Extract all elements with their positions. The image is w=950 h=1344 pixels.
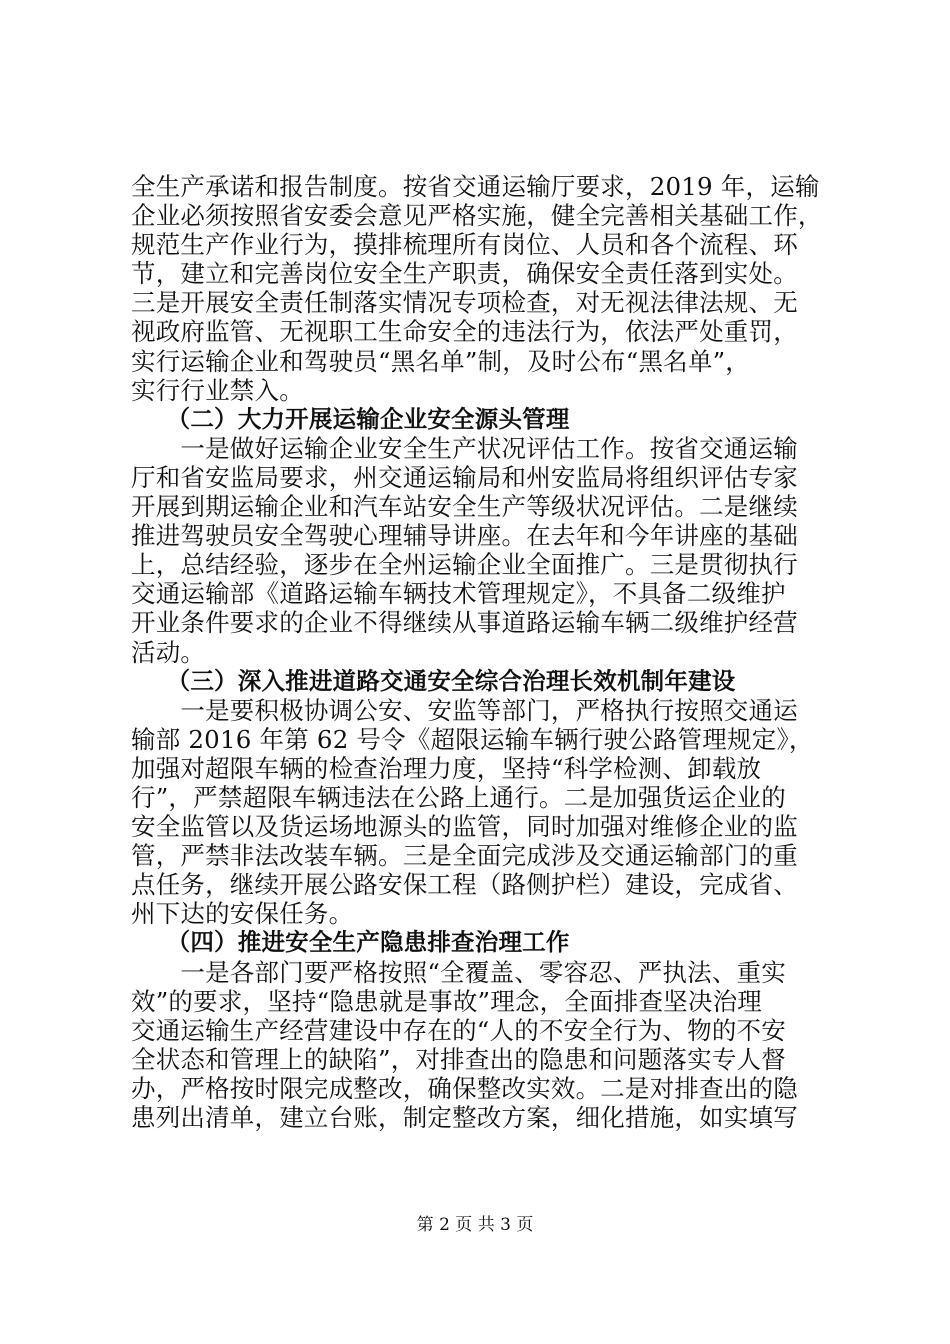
body-line: 全状态和管理上的缺陷”，对排查出的隐患和问题落实专人督 bbox=[131, 1044, 786, 1074]
body-line: 办，严格按时限完成整改，确保整改实效。二是对排查出的隐 bbox=[131, 1073, 798, 1103]
body-line: 州下达的安保任务。 bbox=[131, 899, 354, 929]
body-line: 点任务，继续开展公路安保工程（路侧护栏）建设，完成省、 bbox=[131, 870, 798, 900]
page-footer: 第 2 页 共 3 页 bbox=[416, 1215, 534, 1235]
body-line: 管，严禁非法改装车辆。三是全面完成涉及交通运输部门的重 bbox=[131, 841, 798, 871]
body-line: 交通运输生产经营建设中存在的“人的不安全行为、物的不安 bbox=[131, 1015, 786, 1045]
body-line: 实行行业禁入。 bbox=[131, 375, 304, 405]
body-line: 规范生产作业行为，摸排梳理所有岗位、人员和各个流程、环 bbox=[131, 230, 798, 260]
body-line: 节，建立和完善岗位安全生产职责，确保安全责任落到实处。 bbox=[131, 259, 798, 289]
body-line: 实行运输企业和驾驶员“黑名单”制，及时公布“黑名单”， bbox=[131, 346, 750, 376]
body-line: 三是开展安全责任制落实情况专项检查，对无视法律法规、无 bbox=[131, 288, 798, 318]
section-heading: （四）推进安全生产隐患排查治理工作 bbox=[131, 928, 570, 957]
body-line: 开展到期运输企业和汽车站安全生产等级状况评估。二是继续 bbox=[131, 492, 798, 522]
body-line: 活动。 bbox=[131, 637, 206, 667]
body-line: 开业条件要求的企业不得继续从事道路运输车辆二级维护经营 bbox=[131, 608, 798, 638]
document-body bbox=[131, 172, 831, 1132]
section-heading: （三）深入推进道路交通安全综合治理长效机制年建设 bbox=[131, 666, 736, 695]
body-line: 全生产承诺和报告制度。按省交通运输厅要求，2019 年，运输 bbox=[131, 172, 820, 201]
body-line: 一是各部门要严格按照“全覆盖、零容忍、严执法、重实 bbox=[131, 957, 786, 987]
body-line: 一是做好运输企业安全生产状况评估工作。按省交通运输 bbox=[131, 433, 798, 463]
section-heading: （二）大力开展运输企业安全源头管理 bbox=[131, 404, 570, 433]
body-line: 效”的要求，坚持“隐患就是事故”理念，全面排查坚决治理 bbox=[131, 986, 762, 1016]
body-line: 厅和省安监局要求，州交通运输局和州安监局将组织评估专家 bbox=[131, 462, 798, 492]
body-line: 行”，严禁超限车辆违法在公路上通行。二是加强货运企业的 bbox=[131, 782, 786, 812]
body-line: 交通运输部《道路运输车辆技术管理规定》，不具备二级维护 bbox=[131, 579, 786, 609]
body-line: 企业必须按照省安委会意见严格实施，健全完善相关基础工作， bbox=[131, 201, 823, 231]
body-line: 加强对超限车辆的检查治理力度，坚持“科学检测、卸载放 bbox=[131, 753, 762, 783]
body-line: 患列出清单，建立台账，制定整改方案，细化措施，如实填写 bbox=[131, 1103, 798, 1132]
body-line: 安全监管以及货运场地源头的监管，同时加强对维修企业的监 bbox=[131, 812, 798, 842]
body-line: 输部 2016 年第 62 号令《超限运输车辆行驶公路管理规定》， bbox=[131, 724, 814, 754]
body-line: 上，总结经验，逐步在全州运输企业全面推广。三是贯彻执行 bbox=[131, 550, 798, 580]
body-line: 推进驾驶员安全驾驶心理辅导讲座。在去年和今年讲座的基础 bbox=[131, 521, 798, 551]
body-line: 一是要积极协调公安、安监等部门，严格执行按照交通运 bbox=[131, 695, 798, 725]
body-line: 视政府监管、无视职工生命安全的违法行为，依法严处重罚， bbox=[131, 317, 798, 347]
